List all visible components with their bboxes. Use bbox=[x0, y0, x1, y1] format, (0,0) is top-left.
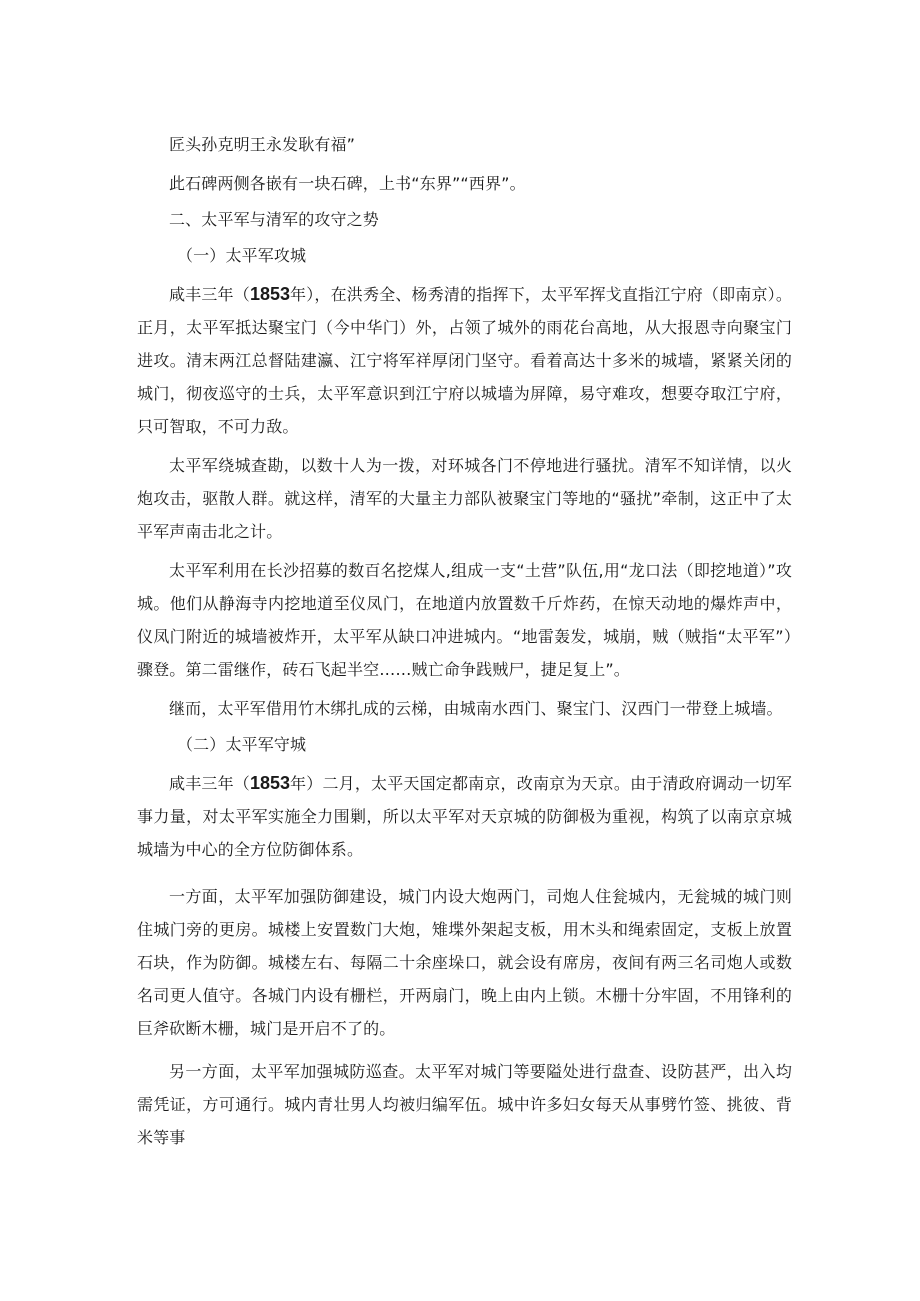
p7-post: 年）二月，太平天国定都南京，改南京为天京。由于清政府调动一切军事力量，对太平军实施全力围剿，所以太平军对天京城的防御极为重视，构筑了以南京京城城墙为中心的全方位防御体系。 bbox=[137, 774, 792, 859]
p3-pre: 咸丰三年（ bbox=[169, 285, 250, 304]
paragraph-p7 bbox=[137, 767, 792, 866]
paragraph-p9: 另一方面，太平军加强城防巡查。太平军对城门等要隘处进行盘查、设防甚严，出入均需凭证，方可通行。城内青壮男人均被归编军伍。城中许多妇女每天从事劈竹签、挑彼、背米等事 bbox=[137, 1062, 792, 1147]
subsection-heading-siege: （一）太平军攻城 bbox=[177, 246, 307, 265]
section-heading: 二、太平军与清军的攻守之势 bbox=[169, 210, 379, 229]
paragraph-p2: 此石碑两侧各嵌有一块石碑，上书“东界”“西界”。 bbox=[169, 174, 526, 193]
paragraph-p8: 一方面，太平军加强防御建设，城门内设大炮两门，司炮人住瓮城内，无瓮城的城门则住城门旁的更房。城楼上安置数门大炮，雉堞外架起支板，用木头和绳索固定，支板上放置石块，作为防御。城楼左右、每隔二十余座垛口，就会设有席房，夜间有两三名司炮人或数名司更人值守。各城门内设有栅栏，开两扇门，晚上由内上锁。木栅十分牢固，不用锋利的巨斧砍断木栅，城门是开启不了的。 bbox=[137, 887, 792, 1038]
p7-pre: 咸丰三年（ bbox=[169, 774, 250, 793]
p3-post: 年），在洪秀全、杨秀清的指挥下，太平军挥戈直指江宁府（即南京）。正月，太平军抵达聚宝门（今中华门）外，占领了城外的雨花台高地，从大报恩寺向聚宝门进攻。清末两江总督陆建瀛、江宁将军祥厚闭门坚守。看着高达十多米的城墙，紧紧关闭的城门，彻夜巡守的士兵，太平军意识到江宁府以城墙为屏障，易守难攻，想要夺取江宁府，只可智取，不可力敌。 bbox=[137, 285, 792, 436]
document-page bbox=[137, 128, 792, 1154]
paragraph-p3 bbox=[137, 278, 792, 443]
subsection-heading-defense: （二）太平军守城 bbox=[177, 735, 307, 754]
paragraph-p4: 太平军绕城查勘，以数十人为一拨，对环城各门不停地进行骚扰。清军不知详情，以火炮攻击，驱散人群。就这样，清军的大量主力部队被聚宝门等地的“骚扰”牵制，这正中了太平军声南击北之计。 bbox=[137, 456, 792, 541]
paragraph-p5: 太平军利用在长沙招募的数百名挖煤人,组成一支“土营”队伍,用“龙口法（即挖地道）”攻城。他们从静海寺内挖地道至仪凤门，在地道内放置数千斤炸药，在惊天动地的爆炸声中，仪凤门附近的城墙被炸开，太平军从缺口冲进城内。“地雷轰发，城崩，贼（贼指“太平军”）骤登。第二雷继作，砖石飞起半空……贼亡命争践贼尸，捷足复上”。 bbox=[137, 561, 792, 679]
year-number: 1853 bbox=[249, 773, 291, 793]
paragraph-p6: 继而，太平军借用竹木绑扎成的云梯，由城南水西门、聚宝门、汉西门一带登上城墙。 bbox=[169, 699, 783, 718]
year-number: 1853 bbox=[249, 284, 290, 304]
paragraph-p1: 匠头孙克明王永发耿有福” bbox=[169, 135, 356, 154]
